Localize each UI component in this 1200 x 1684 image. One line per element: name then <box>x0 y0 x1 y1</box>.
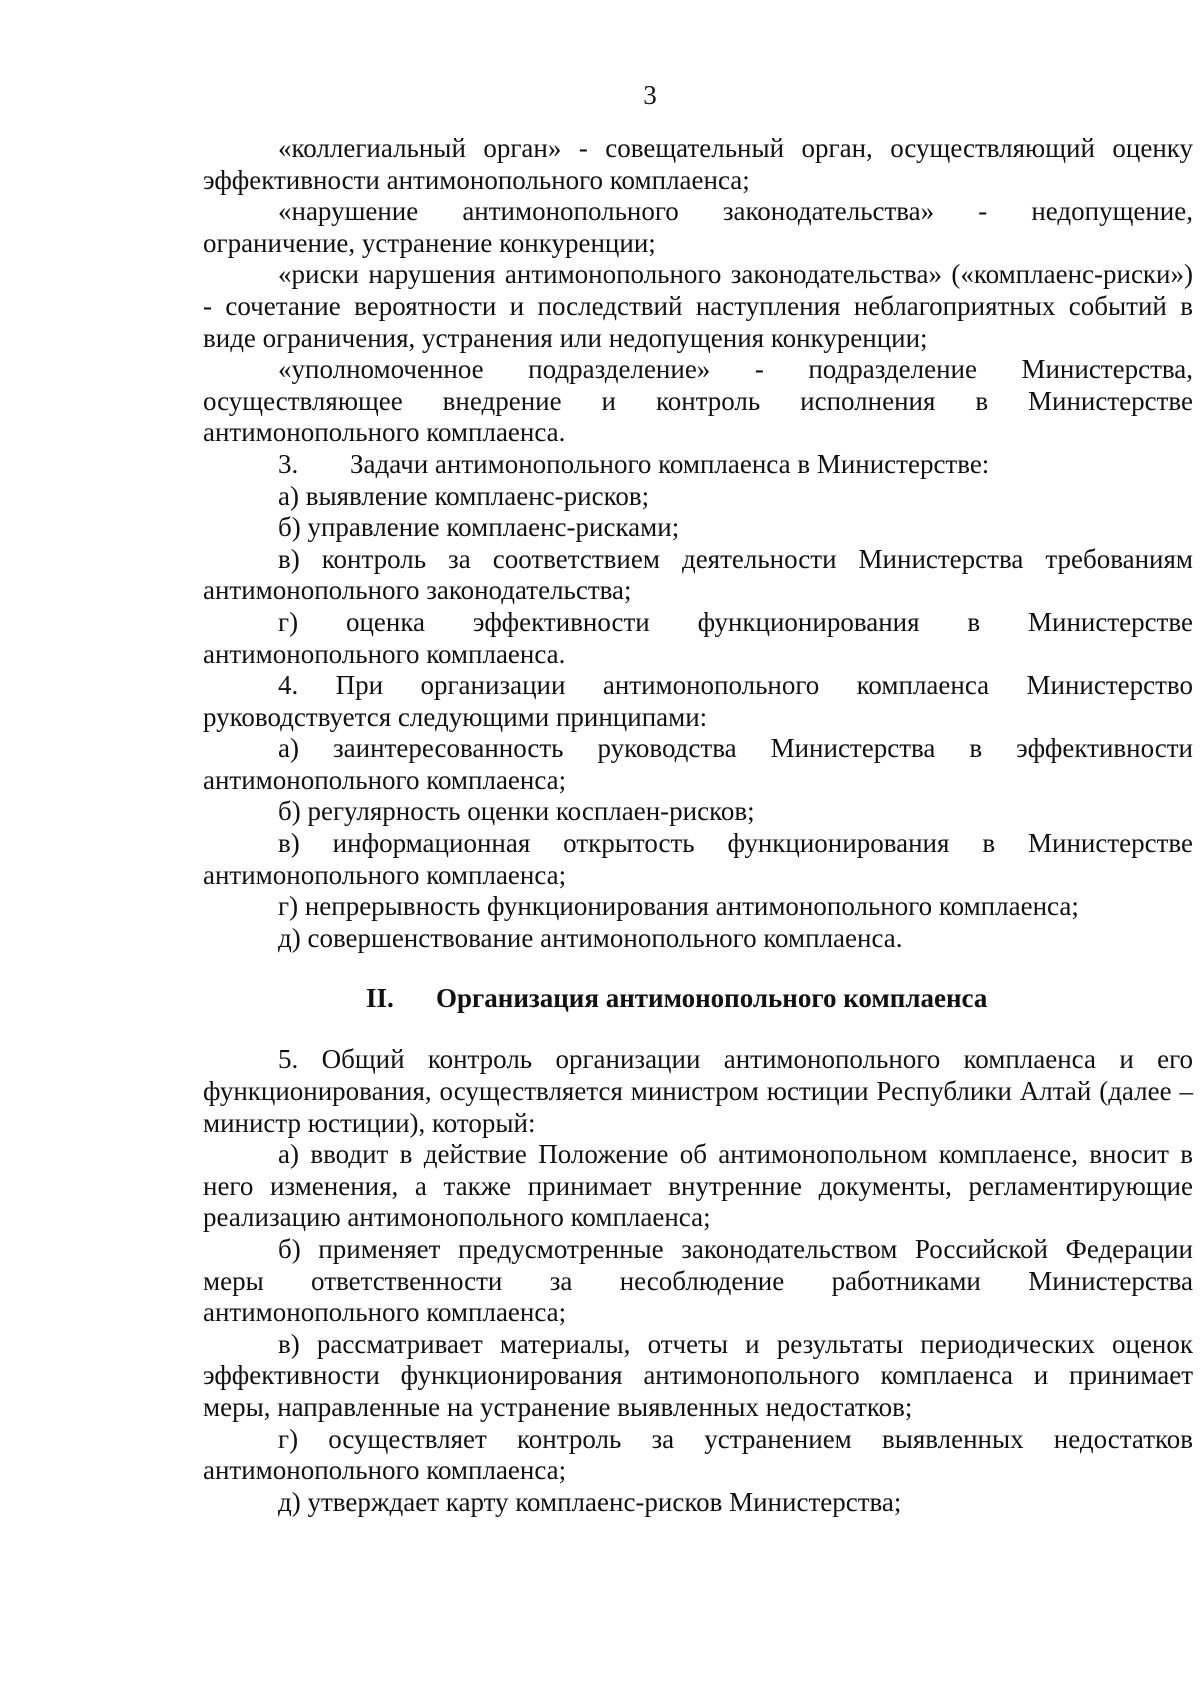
definition-compliance-risks: «риски нарушения антимонопольного законодательства» («комплаенс-риски») - сочетание вероятности и последствий наступления неблагоприятных событий в виде ограничения, устранения или недопущения конкуренции; <box>203 259 1193 353</box>
item-4-list-item: г) непрерывность функционирования антимонопольного комплаенса; <box>278 891 1079 922</box>
item-5-list-item: а) вводит в действие Положение об антимонопольном комплаенсе, вносит в него изменения, а также принимает внутренние документы, регламентирующие реализацию антимонопольного комплаенса; <box>203 1139 1193 1233</box>
item-5-list-item: в) рассматривает материалы, отчеты и результаты периодических оценок эффективности функционирования антимонопольного комплаенса и принимает меры, направленные на устранение выявленных недостатков; <box>203 1328 1193 1422</box>
item-5-heading: 5. Общий контроль организации антимонопольного комплаенса и его функционирования, осуществляется министром юстиции Республики Алтай (далее – министр юстиции), который: <box>203 1044 1193 1138</box>
definition-antimonopoly-violation: «нарушение антимонопольного законодательства» - недопущение, ограничение, устранение конкуренции; <box>203 196 1193 258</box>
item-3-heading <box>203 449 1193 481</box>
item-4-list-item: в) информационная открытость функционирования в Министерстве антимонопольного комплаенса; <box>203 828 1193 890</box>
item-3-list-item: а) выявление комплаенс-рисков; <box>278 480 650 511</box>
item-3-list-item: г) оценка эффективности функционирования в Министерстве антимонопольного комплаенса. <box>203 606 1193 669</box>
definition-collegial-body: «коллегиальный орган» - совещательный орган, осуществляющий оценку эффективности антимонопольного комплаенса; <box>203 133 1193 195</box>
definition-authorized-unit: «уполномоченное подразделение» - подразделение Министерства, осуществляющее внедрение и контроль исполнения в Министерстве антимонопольного комплаенса. <box>203 354 1193 448</box>
section-2-number: II. <box>366 983 394 1014</box>
item-4-list-item: д) совершенствование антимонопольного комплаенса. <box>278 922 903 953</box>
section-2-title: Организация антимонопольного комплаенса <box>436 983 988 1014</box>
item-4-list-item: а) заинтересованность руководства Министерства в эффективности антимонопольного комплаенса; <box>203 733 1193 795</box>
item-3-text: Задачи антимонопольного комплаенса в Министерстве: <box>350 448 990 479</box>
item-3-list-item: б) управление комплаенс-рисками; <box>278 512 680 543</box>
item-5-list-item: д) утверждает карту комплаенс-рисков Министерства; <box>278 1486 902 1517</box>
item-4-list-item: б) регулярность оценки косплаен-рисков; <box>278 796 755 827</box>
document-body <box>203 133 1193 1518</box>
item-5-list-item: б) применяет предусмотренные законодательством Российской Федерации меры ответственности за несоблюдение работниками Министерства антимонопольного комплаенса; <box>203 1234 1193 1328</box>
item-5-list-item: г) осуществляет контроль за устранением выявленных недостатков антимонопольного комплаенса; <box>203 1423 1193 1486</box>
item-4-heading: 4. При организации антимонопольного комплаенса Министерство руководствуется следующими принципами: <box>203 670 1193 732</box>
page-number: 3 <box>643 80 657 110</box>
item-3-number: 3. <box>278 448 299 479</box>
item-3-list-item: в) контроль за соответствием деятельности Министерства требованиям антимонопольного законодательства; <box>203 543 1193 606</box>
section-2-heading <box>203 954 1193 1044</box>
